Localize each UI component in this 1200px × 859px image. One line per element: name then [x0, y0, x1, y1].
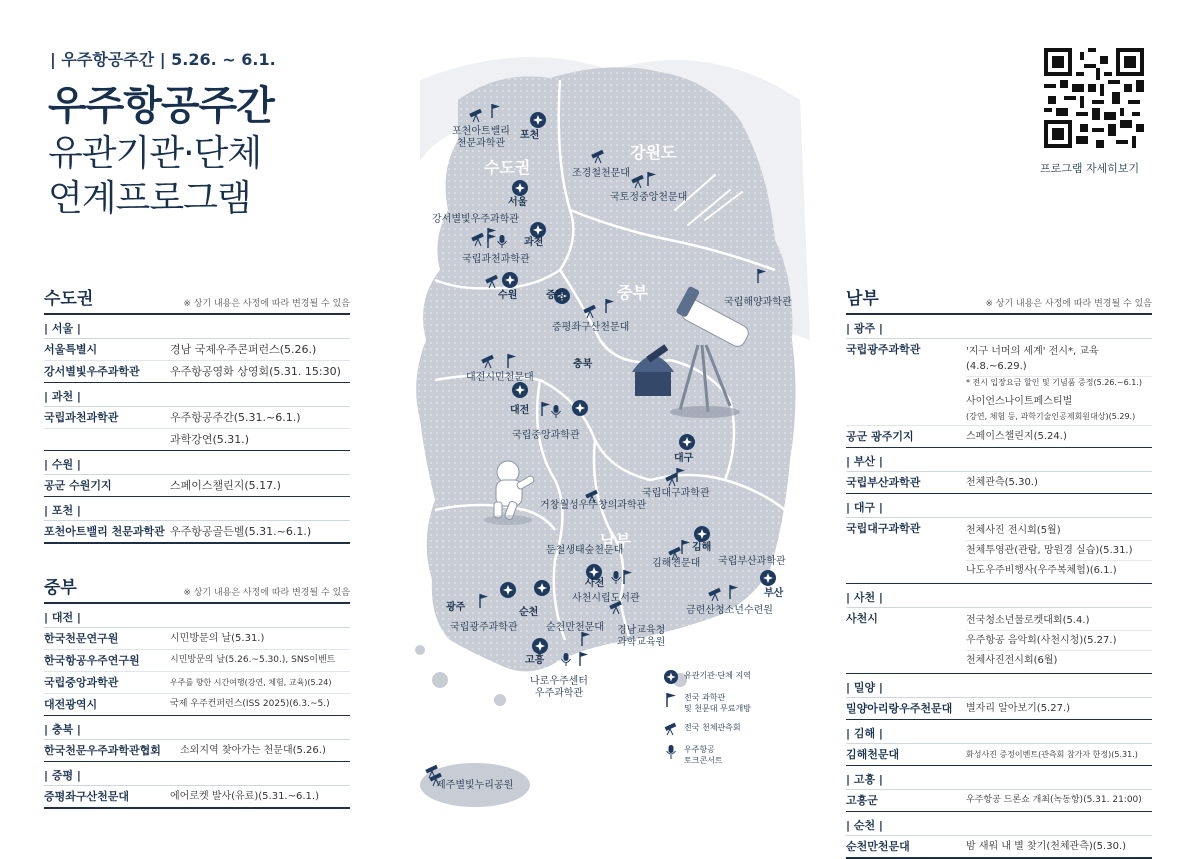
map-label-sacheon: 사천 — [585, 578, 605, 589]
map-label-suncheon: 순천 — [519, 607, 539, 618]
city-heading: | 포천 | — [44, 499, 350, 521]
city-heading: | 수원 | — [44, 453, 350, 475]
table-row: 공군 광주기지 스페이스챌린지(5.24.) — [846, 426, 1152, 448]
table-row: 포천아트밸리 천문과학관 우주항공골든벨(5.31.~6.1.) — [44, 521, 350, 544]
legend-item: 전국 과학관 및 천문대 무료개방 — [664, 692, 784, 714]
central-panel — [44, 573, 350, 809]
microphone-icon — [664, 744, 678, 760]
telescope-icon — [664, 722, 678, 736]
table-row: 강서별빛우주과학관 우주항공영화 상영회(5.31. 15:30) — [44, 361, 350, 383]
table-row: 한국천문우주과학관협회 소외지역 찾아가는 천문대(5.26.) — [44, 740, 350, 762]
table-row: 국립과천과학관 우주항공주간(5.31.~6.1.) — [44, 407, 350, 429]
map-label-dunchul: 둔철생태숲천문대 — [546, 545, 624, 556]
qr-label: 프로그램 자세히보기 — [1040, 162, 1140, 175]
city-heading: | 대구 | — [846, 496, 1152, 518]
map-label-naro: 나로우주센터 우주과학관 — [530, 676, 588, 699]
south-panel — [846, 284, 1152, 859]
map-label-jogyeong: 조경철천문대 — [572, 168, 630, 179]
map-label-seoul: 서울 — [508, 197, 528, 208]
table-row: 순천만천문대 밤 새워 내 별 찾기(천체관측)(5.30.) — [846, 836, 1152, 859]
map-label-jeungpyeong: 증평 — [546, 290, 566, 301]
map-label-gimhae: 김해 — [692, 542, 712, 553]
map-label-daegu: 대구 — [674, 453, 694, 464]
city-heading: | 김해 | — [846, 722, 1152, 744]
table-row: 김해천문대 화성사진 증정이벤트(관측회 참가자 한정)(5.31.) — [846, 744, 1152, 766]
map-label-daejeon-obs: 대전시민천문대 — [466, 372, 534, 383]
map-label-suncheonman: 순천만천문대 — [546, 622, 604, 633]
city-heading: | 대전 | — [44, 606, 350, 628]
microphone-icon — [564, 653, 569, 661]
table-row: 고흥군 우주항공 드론쇼 개최(녹동항)(5.31. 21:00) — [846, 790, 1152, 812]
map-label-pocheon-art: 포천아트밸리 천문과학관 — [452, 126, 510, 149]
map-label-suwon: 수원 — [498, 290, 518, 301]
table-row: 서울특별시 경남 국제우주콘퍼런스(5.26.) — [44, 339, 350, 361]
event-period: | 우주항공주간 | 5.26. ~ 6.1. — [50, 50, 276, 69]
table-row: 공군 수원기지 스페이스챌린지(5.17.) — [44, 475, 350, 497]
legend-item: 유관기관·단체 지역 — [664, 670, 784, 684]
city-heading: | 밀양 | — [846, 676, 1152, 698]
map-label-geochang: 거창월성우주창의과학관 — [540, 500, 647, 511]
map-label-gimhae-obs: 김해천문대 — [652, 558, 701, 569]
map-label-gyeongnam-edu: 경남교육청 과학교육원 — [617, 625, 666, 648]
map-label-central-museum: 국립중앙과학관 — [512, 430, 580, 441]
legend-item: 우주항공 토크콘서트 — [664, 744, 784, 766]
map-label-marine: 국립해양과학관 — [724, 297, 792, 308]
table-row: 과학강연(5.31.) — [44, 429, 350, 451]
table-row: 국립중앙과학관 우주를 향한 시간여행(강연, 체험, 교육)(5.24) — [44, 672, 350, 694]
map-label-busan: 부산 — [764, 588, 784, 599]
map-label-daegu-museum: 국립대구과학관 — [642, 488, 710, 499]
city-heading: | 증평 | — [44, 764, 350, 786]
map-label-jeju: 제주별빛누리공원 — [436, 780, 514, 791]
city-heading: | 광주 | — [846, 317, 1152, 339]
map-legend — [664, 670, 784, 774]
notice-text: ※ 상기 내용은 사정에 따라 변경될 수 있음 — [985, 299, 1152, 309]
map-label-gwacheon-museum: 국립과천과학관 — [462, 254, 530, 265]
table-row: 사천시 전국청소년물로켓대회(5.4.) 우주항공 음악회(사천시청)(5.27.) 천체사진전시회(6월) — [846, 608, 1152, 674]
map-label-gwangju: 광주 — [446, 602, 466, 613]
qr-code[interactable] — [1044, 48, 1144, 148]
table-row: 한국천문연구원 시민방문의 날(5.31.) — [44, 628, 350, 650]
capital-title: 수도권 — [44, 289, 94, 309]
page-subtitle-line2: 연계프로그램 — [48, 178, 251, 219]
map-label-gukto: 국토정중앙천문대 — [610, 192, 688, 203]
city-heading: | 과천 | — [44, 385, 350, 407]
city-heading: | 순천 | — [846, 814, 1152, 836]
south-title: 남부 — [846, 289, 879, 309]
legend-item: 전국 천체관측회 — [664, 722, 784, 736]
city-heading: | 고흥 | — [846, 768, 1152, 790]
map-label-daejeon: 대전 — [510, 405, 530, 416]
map-label-chungbuk: 충북 — [573, 359, 593, 370]
table-row: 국립광주과학관 '지구 너머의 세계' 전시*, 교육(4.8.~6.29.) * 전시 입장요금 할인 및 기념품 증정(5.26.~6.1.) 사이언스나이트페스티벌 (강연, 체험 등, 과학기술인공제회원대상)(5.29.) — [846, 339, 1152, 426]
map-label-busan-museum: 국립부산과학관 — [718, 556, 786, 567]
map-label-gwangju-museum: 국립광주과학관 — [450, 622, 518, 633]
region-label-capital: 수도권 — [484, 158, 531, 177]
city-heading: | 서울 | — [44, 317, 350, 339]
flag-icon — [664, 692, 678, 708]
table-row: 밀양아리랑우주천문대 별자리 알아보기(5.27.) — [846, 698, 1152, 720]
central-title: 중부 — [44, 578, 77, 598]
flag-glyph — [580, 652, 588, 657]
table-row: 증평좌구산천문대 에어로켓 발사(유료)(5.31.~6.1.) — [44, 786, 350, 809]
map-label-pocheon: 포천 — [520, 130, 540, 141]
map-label-gwacheon: 과천 — [524, 237, 544, 248]
region-label-central: 중부 — [617, 283, 648, 302]
star-pin-icon — [664, 670, 678, 684]
notice-text: ※ 상기 내용은 사정에 따라 변경될 수 있음 — [183, 299, 350, 309]
map-label-sacheon-lib: 사천시립도서관 — [572, 593, 640, 604]
table-row: 한국항공우주연구원 시민방문의 날(5.26.~5.30.), SNS이벤트 — [44, 650, 350, 672]
capital-panel — [44, 284, 350, 544]
region-label-south: 남부 — [600, 531, 631, 550]
table-row: 국립대구과학관 천체사진 전시회(5월) 천체투영관(관람, 망원경 실습)(5.31.) 나도우주비행사(우주복체험)(6.1.) — [846, 518, 1152, 584]
map-label-geumryeon: 금련산청소년수련원 — [686, 605, 773, 616]
microphone-icon — [554, 405, 559, 413]
city-heading: | 부산 | — [846, 450, 1152, 472]
city-heading: | 사천 | — [846, 586, 1152, 608]
table-row: 국립부산과학관 천체관측(5.30.) — [846, 472, 1152, 494]
map-label-jeungpyeong-obs: 증평좌구산천문대 — [552, 322, 630, 333]
region-label-gangwon: 강원도 — [630, 143, 677, 162]
notice-text: ※ 상기 내용은 사정에 따라 변경될 수 있음 — [183, 588, 350, 598]
city-heading: | 충북 | — [44, 718, 350, 740]
table-row: 대전광역시 국제 우주컨퍼런스(ISS 2025)(6.3.~5.) — [44, 694, 350, 716]
page-subtitle-line1: 유관기관·단체 — [48, 133, 262, 174]
microphone-icon — [614, 571, 619, 579]
microphone-icon — [500, 235, 505, 243]
page-title: 우주항공주간 — [48, 83, 274, 129]
map-label-gangseo: 강서별빛우주과학관 — [432, 214, 519, 225]
map-label-goheung: 고흥 — [525, 655, 545, 666]
